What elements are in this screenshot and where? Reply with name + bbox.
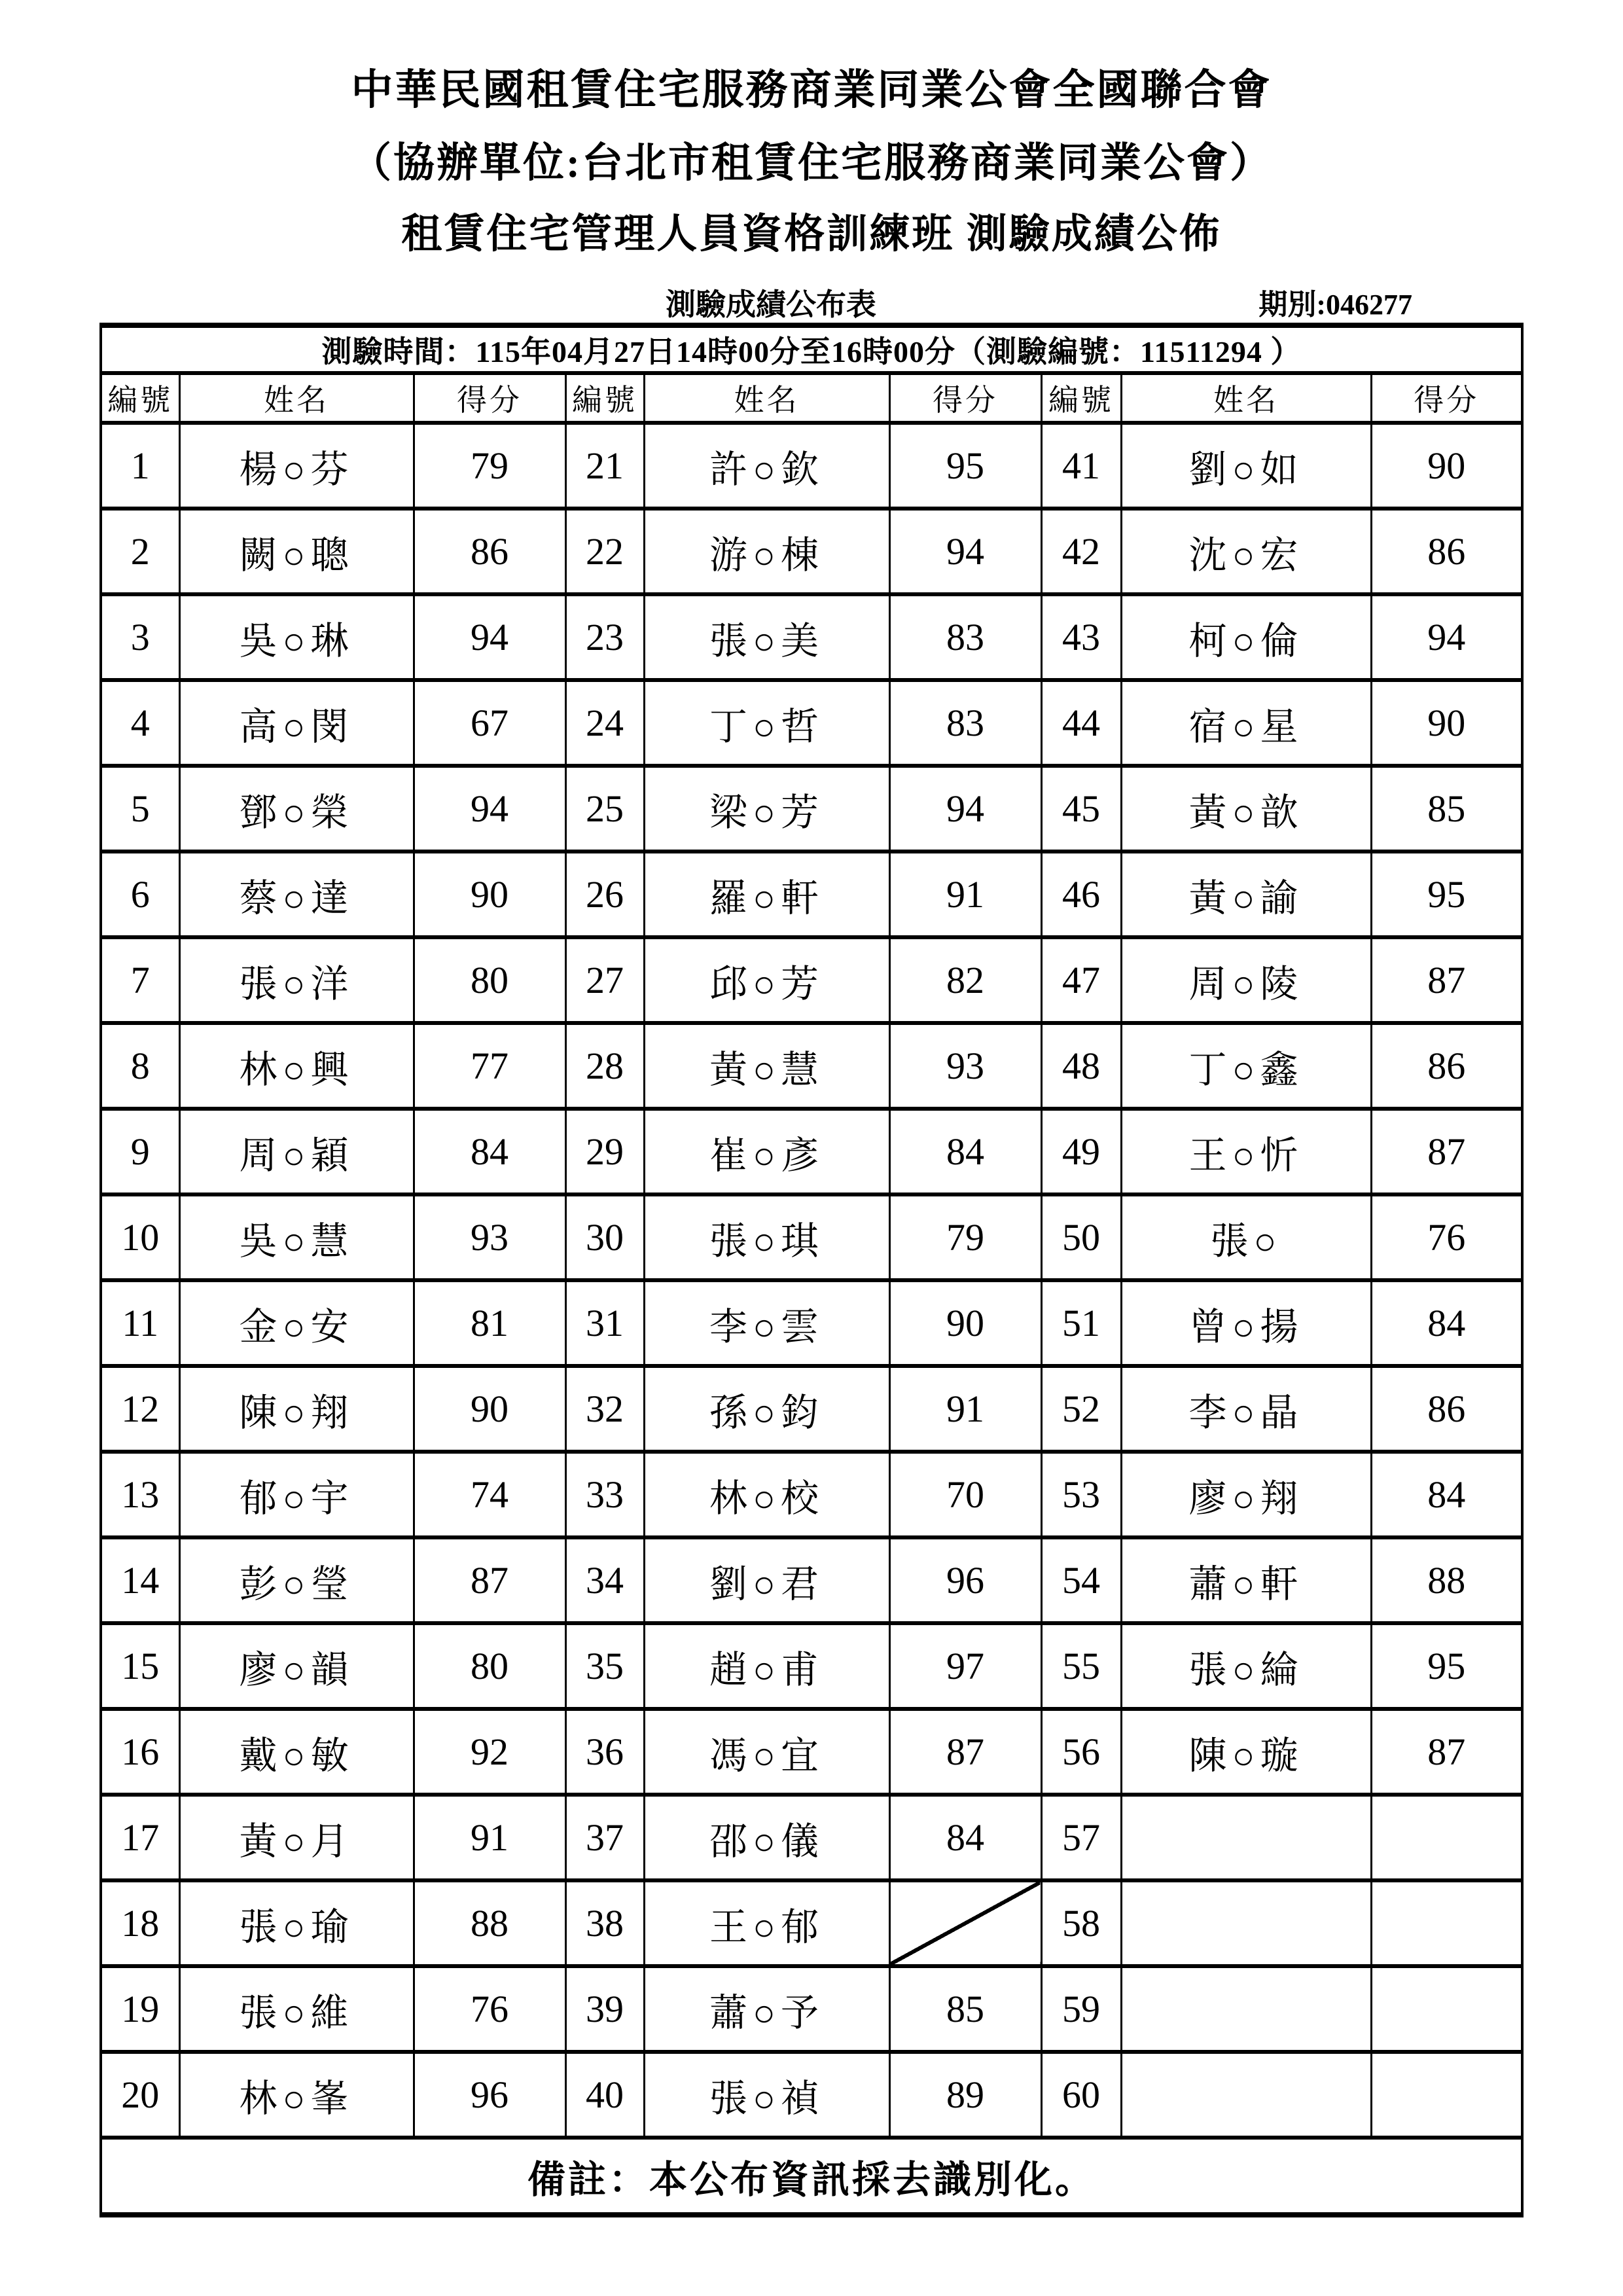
entry-name-cell: 楊○芬 [179,423,414,509]
table-row [101,1280,1522,1366]
entry-no-cell: 52 [1041,1366,1121,1452]
entry-no-cell: 48 [1041,1023,1121,1109]
entry-name-cell: 闕○聰 [179,509,414,594]
period-label: 期別:046277 [1258,289,1412,321]
table-row [101,509,1522,594]
entry-no-cell: 47 [1041,937,1121,1023]
table-row [101,2052,1522,2138]
entry-name-cell: 周○陵 [1121,937,1371,1023]
entry-score-cell: 90 [1371,423,1522,509]
entry-name-cell: 許○欽 [644,423,889,509]
entry-no-cell: 41 [1041,423,1121,509]
entry-no-cell: 42 [1041,509,1121,594]
entry-name-cell: 黃○月 [179,1795,414,1880]
entry-score-cell: 86 [1371,1023,1522,1109]
table-row [101,1795,1522,1880]
column-header-no: 編號 [1041,373,1121,423]
entry-score-cell: 86 [414,509,565,594]
entry-name-cell: 張○美 [644,594,889,680]
column-header-name: 姓名 [179,373,414,423]
column-header-name: 姓名 [644,373,889,423]
entry-no-cell: 40 [565,2052,644,2138]
entry-no-cell: 57 [1041,1795,1121,1880]
entry-score-cell: 83 [889,680,1041,766]
entry-name-cell: 張○維 [179,1966,414,2052]
entry-name-cell: 郁○宇 [179,1452,414,1537]
entry-no-cell: 23 [565,594,644,680]
entry-no-cell: 7 [101,937,179,1023]
entry-score-cell: 84 [1371,1452,1522,1537]
exam-time-row [101,325,1522,373]
note-cell: 備註：本公布資訊採去識別化。 [101,2138,1522,2215]
column-header-row [101,373,1522,423]
entry-score-cell: 94 [889,509,1041,594]
entry-no-cell: 45 [1041,766,1121,852]
entry-name-cell: 張○洋 [179,937,414,1023]
entry-name-cell: 丁○鑫 [1121,1023,1371,1109]
entry-no-cell: 12 [101,1366,179,1452]
entry-score-cell: 91 [414,1795,565,1880]
entry-no-cell: 34 [565,1537,644,1623]
entry-name-cell: 廖○韻 [179,1623,414,1709]
entry-score-cell: 93 [889,1023,1041,1109]
entry-name-cell: 孫○鈞 [644,1366,889,1452]
entry-name-cell: 蔡○達 [179,852,414,937]
entry-score-cell: 94 [889,766,1041,852]
table-row [101,1452,1522,1537]
column-header-score: 得分 [889,373,1041,423]
entry-score-cell: 87 [1371,937,1522,1023]
entry-no-cell: 3 [101,594,179,680]
entry-no-cell: 35 [565,1623,644,1709]
page-subtitle-organizer: （協辦單位:台北市租賃住宅服務商業同業公會） [350,140,1273,186]
entry-name-cell: 黃○諭 [1121,852,1371,937]
page-title: 中華民國租賃住宅服務商業同業公會全國聯合會 [351,67,1272,113]
entry-no-cell: 20 [101,2052,179,2138]
entry-score-cell: 94 [414,594,565,680]
entry-name-cell: 李○晶 [1121,1366,1371,1452]
entry-no-cell: 22 [565,509,644,594]
exam-time-cell: 測驗時間：115年04月27日14時00分至16時00分（測驗編號：11511294 ） [101,325,1522,373]
table-row [101,1023,1522,1109]
entry-name-cell: 崔○彥 [644,1109,889,1194]
caption-row [101,281,1522,321]
entry-score-cell: 85 [889,1966,1041,2052]
entry-score-cell: 82 [889,937,1041,1023]
entry-no-cell: 51 [1041,1280,1121,1366]
entry-score-cell: 77 [414,1023,565,1109]
entry-name-cell: 邱○芳 [644,937,889,1023]
entry-no-cell: 55 [1041,1623,1121,1709]
entry-no-cell: 33 [565,1452,644,1537]
table-row [101,1880,1522,1966]
entry-name-cell: 林○峯 [179,2052,414,2138]
entry-name-cell: 彭○瑩 [179,1537,414,1623]
entry-no-cell: 5 [101,766,179,852]
score-table [99,323,1524,2217]
table-row [101,1537,1522,1623]
table-row [101,1194,1522,1280]
entry-no-cell: 4 [101,680,179,766]
entry-name-cell: 宿○星 [1121,680,1371,766]
entry-score-cell: 95 [1371,852,1522,937]
entry-score-cell: 84 [1371,1280,1522,1366]
entry-score-cell [1371,1795,1522,1880]
column-header-name: 姓名 [1121,373,1371,423]
table-row [101,1709,1522,1795]
entry-no-cell: 39 [565,1966,644,2052]
table-row [101,766,1522,852]
entry-score-cell: 67 [414,680,565,766]
table-row [101,1623,1522,1709]
entry-no-cell: 31 [565,1280,644,1366]
entry-no-cell: 16 [101,1709,179,1795]
entry-name-cell: 蕭○予 [644,1966,889,2052]
entry-name-cell: 陳○璇 [1121,1709,1371,1795]
entry-score-cell [1371,1966,1522,2052]
entry-score-cell: 93 [414,1194,565,1280]
entry-no-cell: 58 [1041,1880,1121,1966]
entry-no-cell: 50 [1041,1194,1121,1280]
entry-name-cell: 羅○軒 [644,852,889,937]
entry-name-cell: 周○穎 [179,1109,414,1194]
entry-name-cell [1121,1966,1371,2052]
score-table-body [101,423,1522,2138]
entry-score-cell: 87 [414,1537,565,1623]
entry-score-cell: 74 [414,1452,565,1537]
entry-name-cell: 吳○琳 [179,594,414,680]
entry-score-cell: 91 [889,852,1041,937]
entry-no-cell: 54 [1041,1537,1121,1623]
entry-no-cell: 38 [565,1880,644,1966]
entry-name-cell: 曾○揚 [1121,1280,1371,1366]
entry-no-cell: 24 [565,680,644,766]
entry-name-cell: 陳○翔 [179,1366,414,1452]
entry-score-cell: 97 [889,1623,1041,1709]
page-subtitle-course: 租賃住宅管理人員資格訓練班 測驗成績公佈 [401,212,1222,257]
entry-score-cell: 79 [414,423,565,509]
entry-score-cell: 70 [889,1452,1041,1537]
entry-name-cell: 高○閔 [179,680,414,766]
entry-no-cell: 25 [565,766,644,852]
entry-score-cell: 86 [1371,509,1522,594]
column-header-score: 得分 [414,373,565,423]
entry-no-cell: 56 [1041,1709,1121,1795]
entry-name-cell: 張○ [1121,1194,1371,1280]
entry-name-cell: 游○棟 [644,509,889,594]
entry-name-cell: 劉○君 [644,1537,889,1623]
entry-no-cell: 44 [1041,680,1121,766]
entry-no-cell: 6 [101,852,179,937]
entry-score-cell: 86 [1371,1366,1522,1452]
entry-name-cell: 戴○敏 [179,1709,414,1795]
entry-score-cell: 96 [889,1537,1041,1623]
entry-no-cell: 19 [101,1966,179,2052]
entry-score-cell: 80 [414,937,565,1023]
entry-score-cell: 79 [889,1194,1041,1280]
entry-no-cell: 60 [1041,2052,1121,2138]
entry-score-cell: 90 [414,852,565,937]
entry-name-cell: 吳○慧 [179,1194,414,1280]
entry-name-cell: 蕭○軒 [1121,1537,1371,1623]
table-row [101,680,1522,766]
table-row [101,937,1522,1023]
score-table-foot [101,2138,1522,2215]
entry-score-cell: 85 [1371,766,1522,852]
entry-name-cell: 柯○倫 [1121,594,1371,680]
entry-no-cell: 43 [1041,594,1121,680]
entry-name-cell: 張○綸 [1121,1623,1371,1709]
entry-score-cell [889,1880,1041,1966]
entry-no-cell: 15 [101,1623,179,1709]
entry-score-cell [1371,1880,1522,1966]
entry-name-cell: 邵○儀 [644,1795,889,1880]
entry-score-cell: 84 [414,1109,565,1194]
entry-name-cell: 張○瑜 [179,1880,414,1966]
entry-no-cell: 32 [565,1366,644,1452]
entry-score-cell: 87 [889,1709,1041,1795]
entry-no-cell: 28 [565,1023,644,1109]
entry-score-cell: 90 [1371,680,1522,766]
entry-no-cell: 36 [565,1709,644,1795]
entry-score-cell: 91 [889,1366,1041,1452]
entry-name-cell: 梁○芳 [644,766,889,852]
entry-no-cell: 26 [565,852,644,937]
entry-score-cell: 76 [414,1966,565,2052]
table-row [101,1966,1522,2052]
entry-name-cell: 李○雲 [644,1280,889,1366]
entry-score-cell: 84 [889,1109,1041,1194]
entry-no-cell: 53 [1041,1452,1121,1537]
entry-name-cell [1121,2052,1371,2138]
entry-no-cell: 10 [101,1194,179,1280]
entry-name-cell: 劉○如 [1121,423,1371,509]
entry-score-cell: 87 [1371,1709,1522,1795]
score-table-head [101,325,1522,423]
table-caption: 測驗成績公布表 [666,288,876,321]
entry-score-cell: 95 [889,423,1041,509]
entry-name-cell: 張○禎 [644,2052,889,2138]
entry-no-cell: 37 [565,1795,644,1880]
entry-no-cell: 18 [101,1880,179,1966]
entry-no-cell: 9 [101,1109,179,1194]
entry-name-cell: 林○校 [644,1452,889,1537]
entry-no-cell: 27 [565,937,644,1023]
entry-score-cell: 88 [414,1880,565,1966]
entry-score-cell: 94 [1371,594,1522,680]
entry-name-cell: 王○郁 [644,1880,889,1966]
entry-no-cell: 30 [565,1194,644,1280]
entry-score-cell: 81 [414,1280,565,1366]
entry-score-cell: 94 [414,766,565,852]
entry-no-cell: 8 [101,1023,179,1109]
entry-score-cell: 76 [1371,1194,1522,1280]
entry-name-cell: 趙○甫 [644,1623,889,1709]
entry-name-cell: 黃○慧 [644,1023,889,1109]
entry-no-cell: 59 [1041,1966,1121,2052]
entry-no-cell: 1 [101,423,179,509]
entry-name-cell: 鄧○榮 [179,766,414,852]
entry-no-cell: 13 [101,1452,179,1537]
column-header-score: 得分 [1371,373,1522,423]
table-row [101,594,1522,680]
table-row [101,852,1522,937]
entry-name-cell: 沈○宏 [1121,509,1371,594]
entry-no-cell: 46 [1041,852,1121,937]
entry-score-cell: 95 [1371,1623,1522,1709]
entry-no-cell: 21 [565,423,644,509]
entry-name-cell: 張○琪 [644,1194,889,1280]
entry-name-cell: 丁○哲 [644,680,889,766]
entry-score-cell: 84 [889,1795,1041,1880]
entry-name-cell: 馮○宜 [644,1709,889,1795]
table-row [101,1366,1522,1452]
column-header-no: 編號 [101,373,179,423]
entry-name-cell: 黃○歆 [1121,766,1371,852]
entry-no-cell: 49 [1041,1109,1121,1194]
entry-score-cell: 87 [1371,1109,1522,1194]
entry-score-cell: 96 [414,2052,565,2138]
entry-score-cell: 88 [1371,1537,1522,1623]
entry-no-cell: 11 [101,1280,179,1366]
entry-name-cell: 王○忻 [1121,1109,1371,1194]
entry-name-cell: 林○興 [179,1023,414,1109]
entry-score-cell: 89 [889,2052,1041,2138]
entry-score-cell: 90 [889,1280,1041,1366]
table-row [101,1109,1522,1194]
entry-no-cell: 14 [101,1537,179,1623]
entry-no-cell: 2 [101,509,179,594]
note-row [101,2138,1522,2215]
entry-no-cell: 17 [101,1795,179,1880]
entry-score-cell: 83 [889,594,1041,680]
entry-score-cell: 90 [414,1366,565,1452]
entry-score-cell: 92 [414,1709,565,1795]
entry-name-cell [1121,1880,1371,1966]
entry-score-cell: 80 [414,1623,565,1709]
column-header-no: 編號 [565,373,644,423]
entry-name-cell: 廖○翔 [1121,1452,1371,1537]
table-row [101,423,1522,509]
entry-name-cell [1121,1795,1371,1880]
entry-score-cell [1371,2052,1522,2138]
entry-no-cell: 29 [565,1109,644,1194]
entry-name-cell: 金○安 [179,1280,414,1366]
